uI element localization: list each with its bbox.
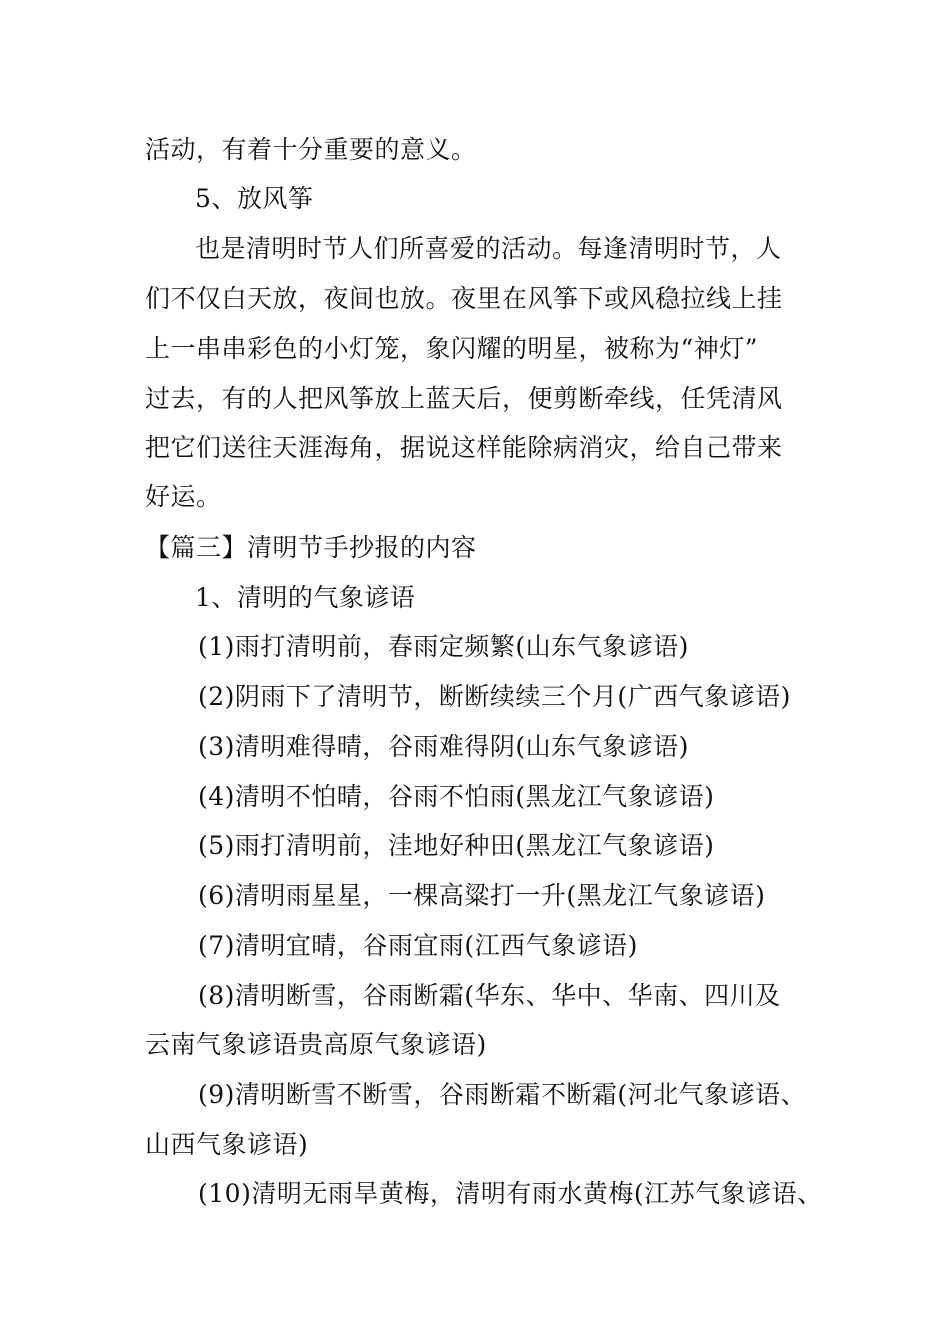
list-item: (6)清明雨星星，一棵高粱打一升(黑龙江气象谚语): [198, 881, 766, 910]
list-item-continuation: 山西气象谚语): [145, 1130, 309, 1159]
paragraph-line: 们不仅白天放，夜间也放。夜里在风筝下或风稳拉线上挂: [145, 284, 783, 313]
section-heading: 1、清明的气象谚语: [195, 583, 416, 612]
paragraph-line: 上一串串彩色的小灯笼，象闪耀的明星，被称为“神灯”: [145, 334, 759, 363]
paragraph-line: 好运。: [145, 482, 222, 511]
list-item: (8)清明断雪，谷雨断霜(华东、华中、华南、四川及: [198, 981, 781, 1010]
list-item: (1)雨打清明前，春雨定频繁(山东气象谚语): [198, 632, 689, 661]
paragraph-line: 过去，有的人把风筝放上蓝天后，便剪断牵线，任凭清风: [145, 384, 783, 413]
paragraph-line: 也是清明时节人们所喜爱的活动。每逢清明时节，人: [195, 234, 782, 263]
list-item: (3)清明难得晴，谷雨难得阴(山东气象谚语): [198, 732, 689, 761]
list-item: (5)雨打清明前，洼地好种田(黑龙江气象谚语): [198, 831, 715, 860]
paragraph-line: 把它们送往天涯海角，据说这样能除病消灾，给自己带来: [145, 433, 783, 462]
list-item-continuation: 云南气象谚语贵高原气象谚语): [145, 1030, 487, 1059]
list-item: (7)清明宜晴，谷雨宜雨(江西气象谚语): [198, 931, 638, 960]
section-heading: 5、放风筝: [195, 184, 314, 213]
list-item: (9)清明断雪不断雪，谷雨断霜不断霜(河北气象谚语、: [198, 1080, 807, 1109]
chapter-heading: 【篇三】清明节手抄报的内容: [145, 533, 477, 562]
list-item: (2)阴雨下了清明节，断断续续三个月(广西气象谚语): [198, 682, 791, 711]
list-item: (10)清明无雨旱黄梅，清明有雨水黄梅(江苏气象谚语、: [198, 1179, 823, 1208]
list-item: (4)清明不怕晴，谷雨不怕雨(黑龙江气象谚语): [198, 782, 715, 811]
paragraph-line: 活动，有着十分重要的意义。: [145, 135, 477, 164]
